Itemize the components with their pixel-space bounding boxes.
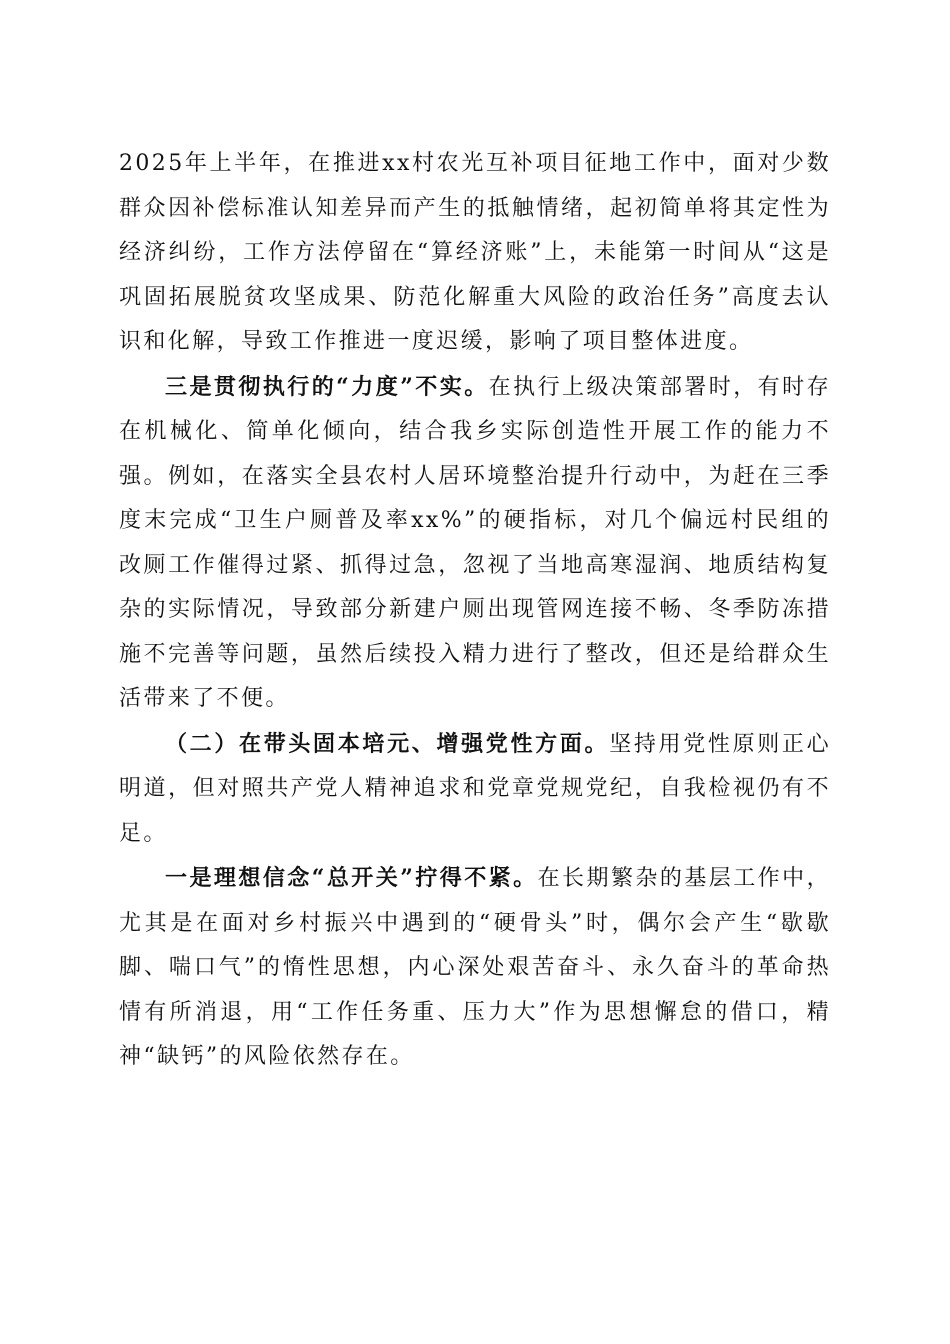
paragraph-heading: 三是贯彻执行的“力度”不实。 <box>165 373 489 400</box>
paragraph-continuation <box>119 142 831 365</box>
paragraph-heading: 一是理想信念“总开关”拧得不紧。 <box>165 865 538 891</box>
paragraph-point-three <box>119 365 831 722</box>
paragraph-text: 2025年上半年，在推进xx村农光互补项目征地工作中，面对少数群众因补偿标准认知差异而产生的抵触情绪，起初简单将其定性为经济纠纷，工作方法停留在“算经济账”上，未能第一时间从“这是巩固拓展脱贫攻坚成果、防范化解重大风险的政治任务”高度去认识和化解，导致工作推进一度迟缓，影响了项目整体进度。 <box>119 151 831 354</box>
paragraph-text: 坚持用党性原则正心明道，但对照共产党人精神追求和党章党规党纪，自我检视仍有不足。 <box>119 731 831 846</box>
document-body <box>119 142 831 1080</box>
paragraph-section-two <box>119 722 831 857</box>
paragraph-point-one <box>119 856 831 1080</box>
paragraph-text: 在长期繁杂的基层工作中，尤其是在面对乡村振兴中遇到的“硬骨头”时，偶尔会产生“歇歇脚、喘口气”的惰性思想，内心深处艰苦奋斗、永久奋斗的革命热情有所消退，用“工作任务重、压力大”作为思想懈怠的借口，精神“缺钙”的风险依然存在。 <box>119 866 831 1069</box>
section-heading: （二）在带头固本培元、增强党性方面。 <box>165 730 610 757</box>
paragraph-text: 在执行上级决策部署时，有时存在机械化、简单化倾向，结合我乡实际创造性开展工作的能力不强。例如，在落实全县农村人居环境整治提升行动中，为赶在三季度末完成“卫生户厕普及率xx%”的硬指标，对几个偏远村民组的改厕工作催得过紧、抓得过急，忽视了当地高寒湿润、地质结构复杂的实际情况，导致部分新建户厕出现管网连接不畅、冬季防冻措施不完善等问题，虽然后续投入精力进行了整改，但还是给群众生活带来了不便。 <box>119 374 831 711</box>
